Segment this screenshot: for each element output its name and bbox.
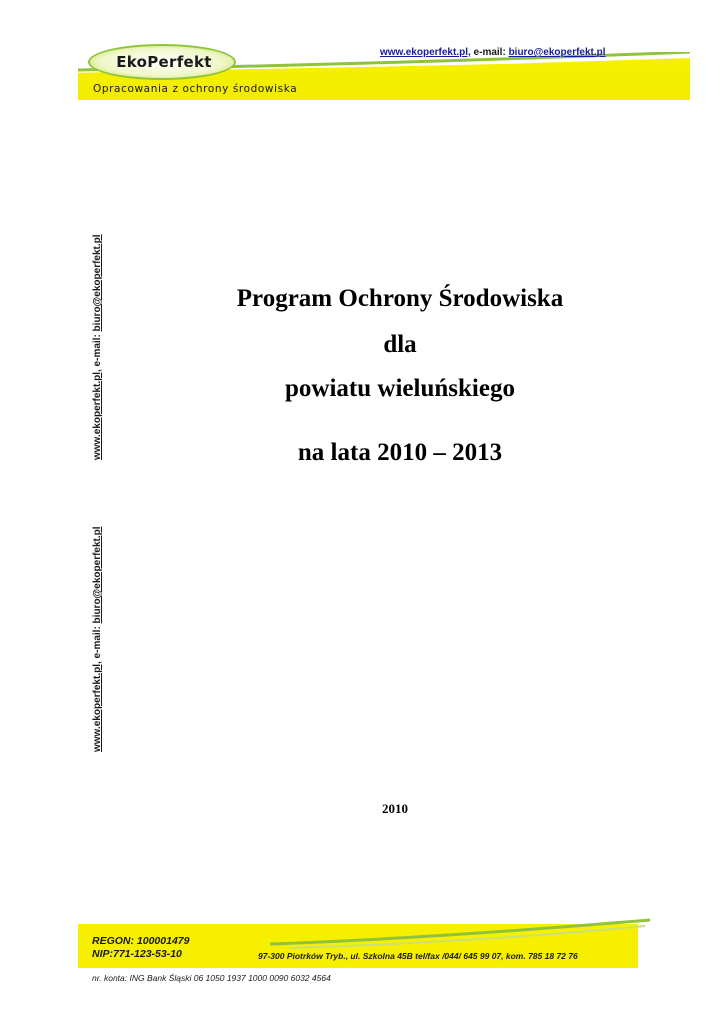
header-website-link[interactable]: www.ekoperfekt.pl, [380,47,471,58]
side-website-link[interactable]: www.ekoperfekt.pl, [92,369,103,460]
publication-year: 2010 [382,801,408,816]
side-contact-top [91,230,105,460]
header-contact [380,46,620,60]
title-line-3: powiatu wieluńskiego [285,375,515,402]
footer-bank-account: nr. konta: ING Bank Śląski 06 1050 1937 1000 0090 6032 4564 [92,973,331,983]
side-email-link[interactable]: biuro@ekoperfekt.pl [92,526,103,624]
logo-tagline: Opracowania z ochrony środowiska [93,83,298,95]
title-line-2: dla [383,331,417,358]
side-email-label: e-mail: [92,334,103,367]
side-email-label: e-mail: [92,626,103,659]
side-email-link[interactable]: biuro@ekoperfekt.pl [92,234,103,332]
title-line-4: na lata 2010 – 2013 [297,439,503,466]
header-email-label: e-mail: [473,47,506,58]
footer-swoosh [270,918,650,952]
footer-address: 97-300 Piotrków Tryb., ul. Szkolna 45B tel/fax /044/ 645 99 07, kom. 785 18 72 76 [258,951,578,961]
footer-nip: NIP:771-123-53-10 [92,948,182,960]
footer-regon: REGON: 100001479 [92,935,190,947]
logo-text: EkoPerfekt [116,53,212,71]
title-line-1: Program Ochrony Środowiska [236,285,564,312]
side-website-link[interactable]: www.ekoperfekt.pl, [92,661,103,752]
side-contact-bottom [91,526,105,752]
header-email-link[interactable]: biuro@ekoperfekt.pl [508,47,606,58]
